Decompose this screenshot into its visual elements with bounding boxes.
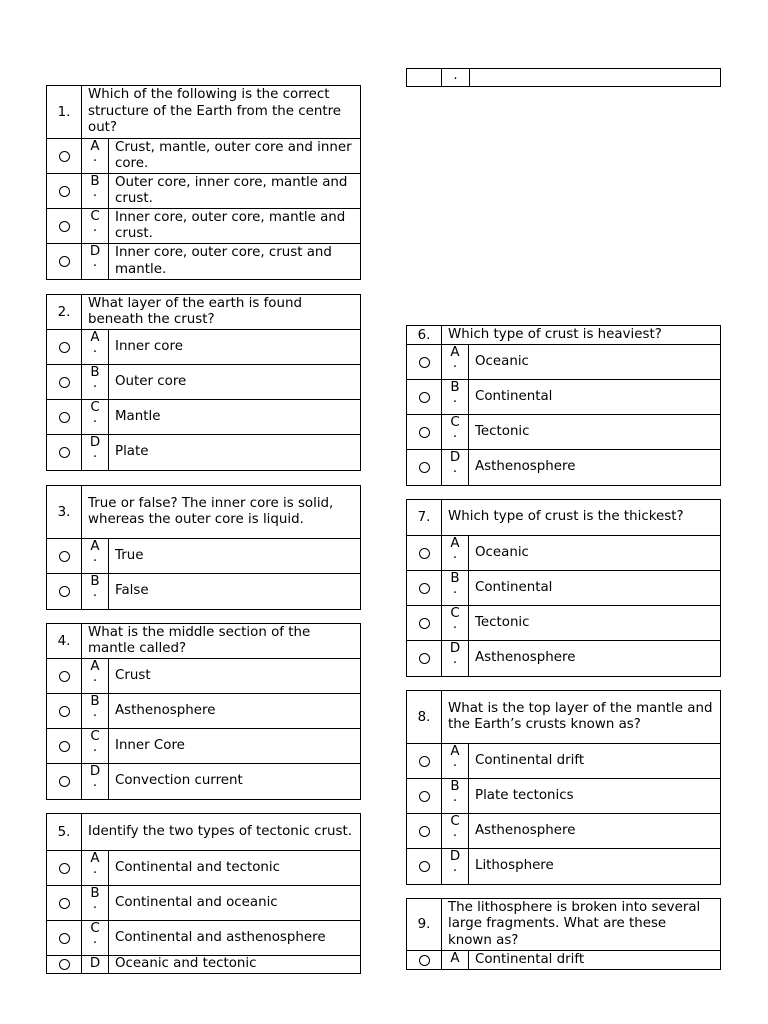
radio-circle-icon bbox=[59, 959, 70, 970]
answer-option[interactable] bbox=[407, 536, 720, 571]
radio-circle-icon bbox=[59, 898, 70, 909]
answer-option[interactable] bbox=[47, 694, 360, 729]
option-text[interactable]: Asthenosphere bbox=[475, 459, 576, 475]
option-letter-dot: . bbox=[452, 461, 458, 476]
option-letter-dot: . bbox=[92, 341, 98, 356]
option-text[interactable]: Continental drift bbox=[475, 752, 585, 768]
option-letter-cell bbox=[442, 415, 469, 449]
option-text[interactable]: Asthenosphere bbox=[475, 822, 576, 838]
question-text: What is the middle section of the mantle called? bbox=[88, 624, 311, 656]
answer-option[interactable] bbox=[47, 851, 360, 886]
option-letter-dot: . bbox=[452, 547, 458, 562]
option-letter: A bbox=[90, 139, 100, 154]
radio-button[interactable] bbox=[47, 851, 82, 885]
option-letter: D bbox=[449, 641, 461, 656]
radio-circle-icon bbox=[59, 186, 70, 197]
option-letter-cell bbox=[442, 450, 469, 485]
question-header bbox=[47, 295, 360, 330]
option-text[interactable]: Inner Core bbox=[115, 737, 185, 753]
question-block bbox=[46, 813, 361, 974]
radio-button[interactable] bbox=[407, 415, 442, 449]
radio-circle-icon bbox=[59, 447, 70, 458]
option-letter-dot: . bbox=[92, 411, 98, 426]
option-letter-cell bbox=[82, 139, 109, 173]
option-text[interactable]: Asthenosphere bbox=[475, 650, 576, 666]
option-letter-cell bbox=[82, 244, 109, 279]
radio-circle-icon bbox=[59, 342, 70, 353]
answer-option[interactable] bbox=[407, 345, 720, 380]
option-letter-cell bbox=[442, 536, 469, 570]
radio-circle-icon bbox=[59, 256, 70, 267]
radio-circle-icon bbox=[59, 706, 70, 717]
answer-option[interactable] bbox=[47, 174, 360, 209]
radio-circle-icon bbox=[59, 551, 70, 562]
option-letter: A bbox=[450, 536, 460, 551]
option-letter-dot: . bbox=[452, 825, 458, 840]
option-text[interactable]: Asthenosphere bbox=[115, 702, 216, 718]
option-letter-cell bbox=[442, 380, 469, 414]
option-letter: A bbox=[450, 951, 460, 966]
option-text[interactable]: Plate tectonics bbox=[475, 787, 574, 803]
question-number: 1. bbox=[47, 86, 82, 138]
answer-option[interactable] bbox=[47, 886, 360, 921]
option-text[interactable]: Tectonic bbox=[475, 614, 530, 630]
option-letter-cell bbox=[82, 539, 109, 573]
option-text[interactable]: Lithosphere bbox=[475, 858, 554, 874]
option-letter-cell bbox=[82, 574, 109, 609]
answer-option[interactable] bbox=[47, 659, 360, 694]
option-letter-cell bbox=[442, 779, 469, 813]
question-block bbox=[46, 485, 361, 610]
answer-option[interactable] bbox=[407, 744, 720, 779]
option-letter-cell bbox=[442, 345, 469, 379]
option-text[interactable]: Inner core bbox=[115, 338, 183, 354]
option-letter-dot: . bbox=[92, 670, 98, 685]
option-letter-cell bbox=[82, 921, 109, 955]
option-letter-cell bbox=[82, 330, 109, 364]
question-text: Identify the two types of tectonic crust. bbox=[88, 823, 352, 839]
option-text[interactable]: Continental and oceanic bbox=[115, 894, 278, 910]
radio-circle-icon bbox=[419, 583, 430, 594]
radio-circle-icon bbox=[59, 741, 70, 752]
radio-button[interactable] bbox=[47, 956, 82, 973]
option-text[interactable]: Tectonic bbox=[475, 423, 530, 439]
question-number: 7. bbox=[407, 500, 442, 535]
radio-circle-icon bbox=[59, 221, 70, 232]
option-letter: D bbox=[449, 450, 461, 465]
option-letter: D bbox=[89, 435, 101, 450]
option-letter-cell bbox=[82, 764, 109, 799]
option-letter-dot: . bbox=[92, 550, 98, 565]
radio-button[interactable] bbox=[47, 400, 82, 434]
option-letter: A bbox=[450, 345, 460, 360]
radio-button[interactable] bbox=[407, 606, 442, 640]
radio-circle-icon bbox=[419, 427, 430, 438]
answer-option[interactable] bbox=[47, 435, 360, 470]
option-letter: B bbox=[90, 886, 100, 901]
radio-button[interactable] bbox=[407, 450, 442, 485]
option-letter-cell bbox=[442, 571, 469, 605]
question-block bbox=[406, 690, 721, 885]
option-letter-cell bbox=[442, 951, 469, 969]
option-text[interactable]: Convection current bbox=[115, 773, 243, 789]
question-text: What layer of the earth is found beneath the crust? bbox=[88, 295, 302, 327]
answer-option[interactable] bbox=[47, 956, 360, 973]
option-letter-cell bbox=[442, 744, 469, 778]
question-number: 3. bbox=[47, 486, 82, 538]
option-letter-cell bbox=[442, 641, 469, 676]
option-letter: A bbox=[450, 744, 460, 759]
option-letter: C bbox=[450, 814, 460, 829]
option-text[interactable]: Crust, mantle, outer core and inner core. bbox=[115, 139, 352, 171]
radio-button[interactable] bbox=[407, 814, 442, 848]
option-text[interactable]: False bbox=[115, 583, 149, 599]
option-letter: B bbox=[90, 694, 100, 709]
radio-circle-icon bbox=[419, 861, 430, 872]
option-letter-dot: . bbox=[452, 617, 458, 632]
option-letter: B bbox=[450, 779, 460, 794]
option-letter: B bbox=[450, 571, 460, 586]
question-number: 5. bbox=[47, 814, 82, 850]
option-letter: C bbox=[450, 415, 460, 430]
option-letter-cell bbox=[82, 435, 109, 470]
option-text[interactable]: Mantle bbox=[115, 408, 161, 424]
option-letter-dot: . bbox=[452, 790, 458, 805]
answer-option[interactable] bbox=[47, 209, 360, 244]
answer-option[interactable] bbox=[47, 764, 360, 799]
radio-button[interactable] bbox=[47, 694, 82, 728]
question-number: 8. bbox=[407, 691, 442, 743]
answer-option[interactable] bbox=[407, 415, 720, 450]
option-text[interactable]: Crust bbox=[115, 667, 151, 683]
radio-circle-icon bbox=[59, 586, 70, 597]
option-letter-cell bbox=[82, 209, 109, 243]
option-letter: A bbox=[90, 539, 100, 554]
radio-circle-icon bbox=[419, 791, 430, 802]
question-text: Which type of crust is heaviest? bbox=[448, 326, 662, 342]
option-text[interactable]: Continental bbox=[475, 388, 553, 404]
question-header bbox=[407, 326, 720, 345]
radio-button[interactable] bbox=[407, 849, 442, 884]
radio-button[interactable] bbox=[47, 139, 82, 173]
option-letter-dot: . bbox=[452, 860, 458, 875]
answer-option[interactable] bbox=[47, 139, 360, 174]
option-text[interactable]: Oceanic bbox=[475, 544, 529, 560]
option-letter-cell bbox=[442, 849, 469, 884]
question-header bbox=[47, 86, 360, 139]
radio-button[interactable] bbox=[47, 921, 82, 955]
option-text[interactable]: Inner core, outer core, crust and mantle. bbox=[115, 245, 332, 277]
radio-button[interactable] bbox=[47, 330, 82, 364]
radio-button[interactable] bbox=[47, 659, 82, 693]
option-letter-dot: . bbox=[92, 220, 98, 235]
answer-option[interactable] bbox=[407, 571, 720, 606]
option-letter: C bbox=[90, 400, 100, 415]
option-letter-cell bbox=[82, 886, 109, 920]
option-letter: C bbox=[90, 921, 100, 936]
radio-button[interactable] bbox=[407, 345, 442, 379]
option-text[interactable]: Oceanic bbox=[475, 353, 529, 369]
option-letter-cell bbox=[82, 659, 109, 693]
option-letter-cell bbox=[442, 814, 469, 848]
answer-option[interactable] bbox=[47, 365, 360, 400]
radio-button[interactable] bbox=[407, 571, 442, 605]
option-letter-cell bbox=[82, 365, 109, 399]
option-letter-dot: . bbox=[452, 391, 458, 406]
option-letter: B bbox=[90, 174, 100, 189]
answer-option[interactable] bbox=[47, 729, 360, 764]
radio-circle-icon bbox=[419, 826, 430, 837]
top-radio-cell bbox=[407, 69, 442, 86]
option-letter-cell bbox=[82, 400, 109, 434]
question-block bbox=[46, 623, 361, 800]
answer-option[interactable] bbox=[47, 574, 360, 609]
radio-circle-icon bbox=[59, 151, 70, 162]
option-letter-dot: . bbox=[92, 255, 98, 270]
option-letter-dot: . bbox=[92, 862, 98, 877]
radio-button[interactable] bbox=[407, 641, 442, 676]
radio-button[interactable] bbox=[47, 764, 82, 799]
radio-circle-icon bbox=[419, 618, 430, 629]
radio-circle-icon bbox=[59, 412, 70, 423]
option-text[interactable]: Plate bbox=[115, 444, 149, 460]
question-number: 4. bbox=[47, 624, 82, 658]
answer-option[interactable] bbox=[407, 606, 720, 641]
option-letter-dot: . bbox=[92, 446, 98, 461]
option-letter-dot: . bbox=[452, 652, 458, 667]
radio-button[interactable] bbox=[407, 536, 442, 570]
question-header bbox=[47, 624, 360, 659]
answer-option[interactable] bbox=[407, 951, 720, 969]
option-letter: A bbox=[90, 659, 100, 674]
option-letter-dot: . bbox=[92, 897, 98, 912]
question-header bbox=[407, 500, 720, 536]
option-letter-cell bbox=[82, 851, 109, 885]
radio-circle-icon bbox=[419, 548, 430, 559]
radio-button[interactable] bbox=[407, 744, 442, 778]
radio-button[interactable] bbox=[47, 244, 82, 279]
radio-circle-icon bbox=[419, 955, 430, 966]
question-number: 6. bbox=[407, 326, 442, 344]
radio-circle-icon bbox=[419, 756, 430, 767]
radio-button[interactable] bbox=[47, 729, 82, 763]
question-block bbox=[406, 898, 721, 970]
question-text: The lithosphere is broken into several large fragments. What are these known as? bbox=[448, 899, 701, 948]
question-text: Which type of crust is the thickest? bbox=[448, 509, 684, 525]
option-letter-dot: . bbox=[92, 705, 98, 720]
option-letter: C bbox=[90, 209, 100, 224]
question-block bbox=[406, 499, 721, 677]
radio-button[interactable] bbox=[47, 365, 82, 399]
radio-button[interactable] bbox=[47, 886, 82, 920]
option-text[interactable]: Inner core, outer core, mantle and crust. bbox=[115, 209, 346, 241]
question-text: True or false? The inner core is solid, whereas the outer core is liquid. bbox=[88, 495, 334, 527]
question-header bbox=[47, 814, 360, 851]
option-letter: D bbox=[89, 764, 101, 779]
answer-option[interactable] bbox=[47, 400, 360, 435]
radio-circle-icon bbox=[419, 392, 430, 403]
radio-button[interactable] bbox=[47, 539, 82, 573]
answer-option[interactable] bbox=[47, 539, 360, 574]
option-letter-dot: . bbox=[92, 932, 98, 947]
top-letter-cell: . bbox=[442, 69, 470, 86]
option-letter: C bbox=[450, 606, 460, 621]
option-letter-dot: . bbox=[92, 185, 98, 200]
option-letter: B bbox=[90, 365, 100, 380]
option-letter: D bbox=[89, 244, 101, 259]
radio-button[interactable] bbox=[407, 380, 442, 414]
question-header bbox=[407, 691, 720, 744]
option-text[interactable]: Continental drift bbox=[475, 951, 585, 967]
question-block bbox=[46, 294, 361, 471]
radio-circle-icon bbox=[59, 377, 70, 388]
answer-option[interactable] bbox=[407, 779, 720, 814]
option-letter-dot: . bbox=[92, 585, 98, 600]
option-text[interactable]: Oceanic and tectonic bbox=[115, 956, 257, 972]
option-letter-cell bbox=[82, 174, 109, 208]
question-text: What is the top layer of the mantle and the Earth’s crusts known as? bbox=[448, 700, 713, 732]
question-number: 2. bbox=[47, 295, 82, 329]
question-header bbox=[47, 486, 360, 539]
option-letter-dot: . bbox=[92, 150, 98, 165]
radio-circle-icon bbox=[419, 653, 430, 664]
radio-button[interactable] bbox=[407, 779, 442, 813]
question-block bbox=[406, 325, 721, 486]
option-letter: C bbox=[90, 729, 100, 744]
radio-circle-icon bbox=[419, 462, 430, 473]
option-letter: A bbox=[90, 851, 100, 866]
option-letter-cell bbox=[82, 694, 109, 728]
option-text[interactable]: Continental and tectonic bbox=[115, 859, 280, 875]
answer-option[interactable] bbox=[407, 641, 720, 676]
option-letter: B bbox=[90, 574, 100, 589]
option-letter-cell bbox=[442, 606, 469, 640]
option-text[interactable]: True bbox=[115, 547, 144, 563]
answer-option[interactable] bbox=[407, 380, 720, 415]
question-text: Which of the following is the correct structure of the Earth from the centre out? bbox=[88, 87, 342, 136]
option-letter: D bbox=[89, 956, 101, 971]
option-text[interactable]: Outer core, inner core, mantle and crust. bbox=[115, 174, 348, 206]
answer-option[interactable] bbox=[47, 921, 360, 956]
radio-circle-icon bbox=[59, 863, 70, 874]
option-letter: A bbox=[90, 330, 100, 345]
option-letter-dot: . bbox=[452, 582, 458, 597]
answer-option[interactable] bbox=[407, 450, 720, 485]
radio-button[interactable] bbox=[47, 209, 82, 243]
question-header bbox=[407, 899, 720, 951]
answer-option[interactable] bbox=[407, 814, 720, 849]
option-text[interactable]: Continental and asthenosphere bbox=[115, 929, 326, 945]
radio-circle-icon bbox=[419, 357, 430, 368]
option-text[interactable]: Outer core bbox=[115, 373, 187, 389]
radio-button[interactable] bbox=[47, 574, 82, 609]
option-letter-dot: . bbox=[452, 356, 458, 371]
question-number: 9. bbox=[407, 899, 442, 950]
option-letter-dot: . bbox=[452, 755, 458, 770]
option-letter-dot: . bbox=[92, 376, 98, 391]
radio-button[interactable] bbox=[407, 951, 442, 969]
radio-circle-icon bbox=[59, 776, 70, 787]
question-block bbox=[46, 85, 361, 280]
top-partial-row bbox=[406, 68, 721, 87]
option-letter-dot: . bbox=[92, 775, 98, 790]
answer-option[interactable] bbox=[47, 330, 360, 365]
option-letter: B bbox=[450, 380, 460, 395]
option-letter-cell bbox=[82, 729, 109, 763]
option-letter-dot: . bbox=[452, 426, 458, 441]
radio-circle-icon bbox=[59, 933, 70, 944]
option-letter-dot: . bbox=[92, 740, 98, 755]
answer-option[interactable] bbox=[407, 849, 720, 884]
radio-circle-icon bbox=[59, 671, 70, 682]
option-letter: D bbox=[449, 849, 461, 864]
answer-option[interactable] bbox=[47, 244, 360, 279]
radio-button[interactable] bbox=[47, 174, 82, 208]
option-letter-cell bbox=[82, 956, 109, 973]
option-text[interactable]: Continental bbox=[475, 579, 553, 595]
radio-button[interactable] bbox=[47, 435, 82, 470]
